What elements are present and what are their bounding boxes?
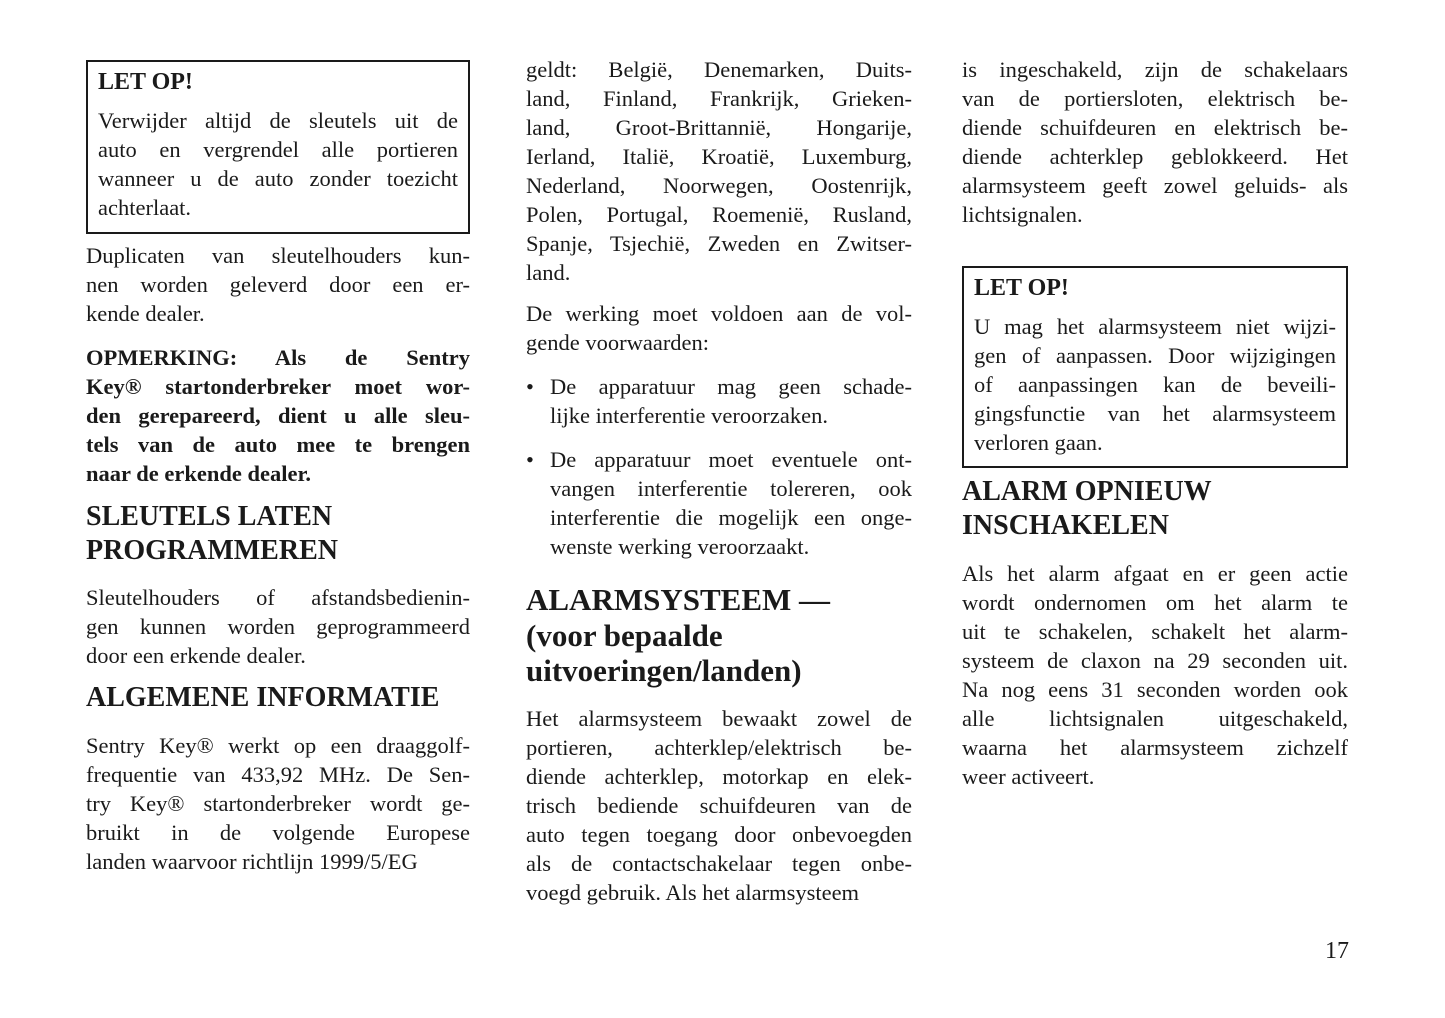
text-line: als de contactschakelaar tegen onbe-: [526, 851, 912, 876]
paragraph-alarm-system: [526, 704, 912, 907]
text-line: wordt ondernomen om het alarm te: [962, 590, 1348, 615]
text-line: Ierland, Italië, Kroatië, Luxemburg,: [526, 144, 912, 169]
text-line: landen waarvoor richtlijn 1999/5/EG: [86, 849, 418, 874]
warning-box: [86, 60, 470, 234]
paragraph-alarm-locks: [962, 55, 1348, 229]
text-line: den gerepareerd, dient u alle sleu-: [86, 403, 470, 428]
warning-title: LET OP!: [98, 69, 193, 95]
text-line: of aanpassingen kan de beveili-: [974, 372, 1336, 397]
text-line: Key® startonderbreker moet wor-: [86, 374, 470, 399]
heading-general-info: [86, 681, 470, 715]
paragraph-countries: [526, 55, 912, 287]
text-line: Verwijder altijd de sleutels uit de: [98, 108, 458, 133]
paragraph-alarm-rearm: [962, 559, 1348, 791]
text-line: voegd gebruik. Als het alarmsysteem: [526, 880, 860, 905]
text-line: land, Finland, Frankrijk, Grieken-: [526, 86, 912, 111]
text-line: Sentry Key® werkt op een draaggolf-: [86, 733, 470, 758]
warning-box: [962, 266, 1348, 468]
text-line: wanneer u de auto zonder toezicht: [98, 166, 458, 191]
text-line: ALGEMENE INFORMATIE: [86, 682, 440, 713]
text-line: trisch bediende schuifdeuren van de: [526, 793, 912, 818]
text-line: interferentie die mogelijk een onge-: [550, 505, 912, 530]
text-line: portieren, achterklep/elektrisch be-: [526, 735, 912, 760]
text-line: auto tegen toegang door onbevoegden: [526, 822, 912, 847]
text-line: geldt: België, Denemarken, Duits-: [526, 57, 912, 82]
text-line: auto en vergrendel alle portieren: [98, 137, 458, 162]
text-line: land, Groot-Brittannië, Hongarije,: [526, 115, 912, 140]
note-paragraph: [86, 343, 470, 488]
heading-alarm-system: [526, 582, 912, 689]
text-line: gen kunnen worden geprogrammeerd: [86, 614, 470, 639]
paragraph-duplicates: [86, 241, 470, 328]
text-line: weer activeert.: [962, 764, 1095, 789]
text-line: (voor bepaalde: [526, 617, 723, 653]
bullet-item: [526, 445, 912, 561]
text-line: Nederland, Noorwegen, Oostenrijk,: [526, 173, 912, 198]
text-line: verloren gaan.: [974, 430, 1103, 455]
text-line: SLEUTELS LATEN: [86, 501, 333, 532]
text-line: is ingeschakeld, zijn de schakelaars: [962, 57, 1348, 82]
text-line: Polen, Portugal, Roemenië, Rusland,: [526, 202, 912, 227]
paragraph-conditions: [526, 299, 912, 357]
text-line: De apparatuur mag geen schade-: [550, 374, 912, 399]
text-line: tels van de auto mee te brengen: [86, 432, 470, 457]
text-line: lijke interferentie veroorzaken.: [550, 403, 828, 428]
text-line: diende schuifdeuren en elektrisch be-: [962, 115, 1348, 140]
bullet-icon: •: [526, 374, 534, 399]
page-number: 17: [1325, 938, 1349, 964]
text-line: kende dealer.: [86, 301, 205, 326]
text-line: try Key® startonderbreker wordt ge-: [86, 791, 470, 816]
text-line: gingsfunctie van het alarmsysteem: [974, 401, 1336, 426]
text-line: diende achterklep, motorkap en elek-: [526, 764, 912, 789]
text-line: uit te schakelen, schakelt het alarm-: [962, 619, 1348, 644]
warning-text: [974, 312, 1336, 457]
text-line: systeem de claxon na 29 seconden uit.: [962, 648, 1348, 673]
text-line: Sleutelhouders of afstandsbedienin-: [86, 585, 470, 610]
text-line: De apparatuur moet eventuele ont-: [550, 447, 912, 472]
text-line: INSCHAKELEN: [962, 510, 1169, 541]
text-line: wenste werking veroorzaakt.: [550, 534, 810, 559]
text-line: gende voorwaarden:: [526, 330, 710, 355]
text-line: PROGRAMMEREN: [86, 535, 338, 566]
text-line: vangen interferentie tolereren, ook: [550, 476, 912, 501]
text-line: door een erkende dealer.: [86, 643, 306, 668]
text-line: OPMERKING: Als de Sentry: [86, 345, 470, 370]
text-line: Na nog eens 31 seconden worden ook: [962, 677, 1348, 702]
heading-alarm-rearm: [962, 475, 1348, 543]
text-line: ALARMSYSTEEM —: [526, 582, 831, 617]
text-line: Het alarmsysteem bewaakt zowel de: [526, 706, 912, 731]
paragraph-programming: [86, 583, 470, 670]
text-line: uitvoeringen/landen): [526, 653, 802, 688]
text-line: achterlaat.: [98, 195, 192, 220]
text-line: naar de erkende dealer.: [86, 461, 311, 486]
text-line: nen worden geleverd door een er-: [86, 272, 470, 297]
bullet-text: [550, 445, 912, 561]
text-line: U mag het alarmsysteem niet wijzi-: [974, 314, 1336, 339]
bullet-item: [526, 372, 912, 430]
text-line: alarmsysteem geeft zowel geluids- als: [962, 173, 1348, 198]
text-line: Duplicaten van sleutelhouders kun-: [86, 243, 470, 268]
text-line: alle lichtsignalen uitgeschakeld,: [962, 706, 1348, 731]
text-line: waarna het alarmsysteem zichzelf: [962, 735, 1348, 760]
text-line: Als het alarm afgaat en er geen actie: [962, 561, 1348, 586]
paragraph-general-info: [86, 731, 470, 876]
text-line: van de portiersloten, elektrisch be-: [962, 86, 1348, 111]
text-line: bruikt in de volgende Europese: [86, 820, 470, 845]
text-line: De werking moet voldoen aan de vol-: [526, 301, 912, 326]
text-line: diende achterklep geblokkeerd. Het: [962, 144, 1348, 169]
text-line: land.: [526, 260, 571, 285]
text-line: frequentie van 433,92 MHz. De Sen-: [86, 762, 470, 787]
bullet-icon: •: [526, 447, 534, 472]
heading-key-programming: [86, 500, 470, 568]
text-line: lichtsignalen.: [962, 202, 1083, 227]
text-line: Spanje, Tsjechië, Zweden en Zwitser-: [526, 231, 912, 256]
text-line: gen of aanpassen. Door wijzigingen: [974, 343, 1336, 368]
bullet-text: [550, 372, 912, 430]
warning-text: [98, 106, 458, 222]
text-line: ALARM OPNIEUW: [962, 476, 1212, 507]
warning-title: LET OP!: [974, 275, 1069, 301]
